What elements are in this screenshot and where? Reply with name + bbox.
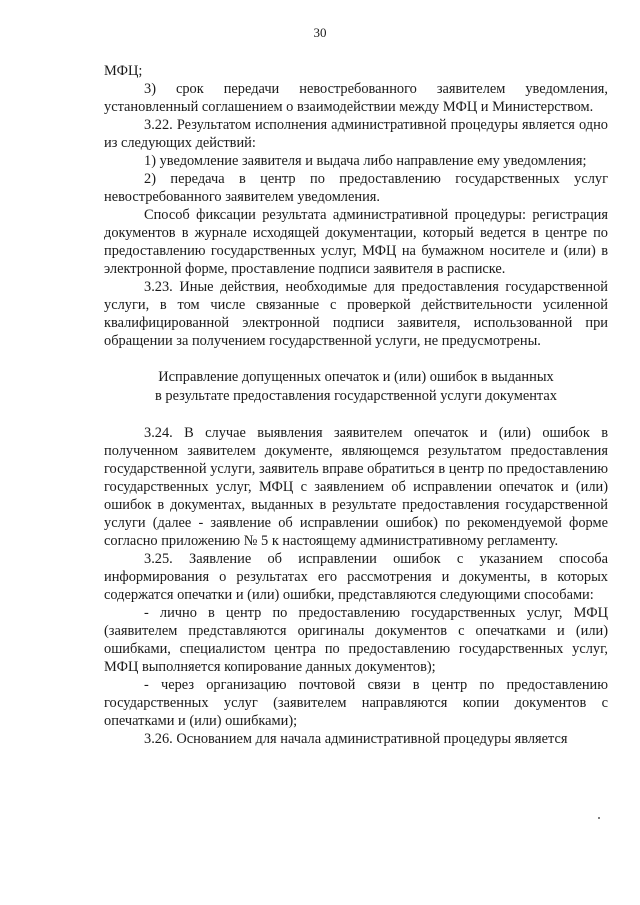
paragraph: 3) срок передачи невостребованного заявителем уведомления, установленный соглашением о взаимодействии между МФЦ и Министерством. [104,81,608,115]
paragraph: - через организацию почтовой связи в центр по предоставлению государственных услуг (заявителем направляются копии документов с опечатками и (или) ошибками); [104,677,608,729]
paragraph: 3.25. Заявление об исправлении ошибок с указанием способа информирования о результатах его рассмотрения и документы, в которых содержатся опечатки и (или) ошибки, представляются следующими способами: [104,551,608,603]
paragraph: 3.26. Основанием для начала административной процедуры является [144,731,568,747]
document-body [104,62,608,748]
paragraph: 1) уведомление заявителя и выдача либо направление ему уведомления; [144,153,587,169]
section-heading: Исправление допущенных опечаток и (или) ошибок в выданных [158,369,554,385]
section-heading: в результате предоставления государственной услуги документах [155,388,557,404]
scan-speck [598,817,600,819]
page-number: 30 [313,25,327,40]
paragraph: - лично в центр по предоставлению государственных услуг, МФЦ (заявителем представляются оригиналы документов с опечатками и (или) ошибками, специалистом центра по предоставлению государственных услуг, МФЦ выполняется копирование данных документов); [104,605,608,675]
spacer [104,406,608,424]
paragraph: МФЦ; [104,63,143,79]
spacer [104,350,608,368]
paragraph: 2) передача в центр по предоставлению государственных услуг невостребованного заявителем уведомления. [104,171,608,205]
paragraph: 3.23. Иные действия, необходимые для предоставления государственной услуги, в том числе связанные с проверкой действительности усиленной квалифицированной электронной подписи заявителя, использованной при обращении за получением государственной услуги, не предусмотрены. [104,279,608,349]
paragraph: 3.24. В случае выявления заявителем опечаток и (или) ошибок в полученном заявителем документе, являющемся результатом предоставления государственной услуги, заявитель вправе обратиться в центр по предоставлению государственных услуг, МФЦ с заявлением об исправлении опечаток и (или) ошибок в документах, выданных в результате предоставления государственной услуги (далее - заявление об исправлении ошибок) по рекомендуемой форме согласно приложению № 5 к настоящему административному регламенту. [104,425,608,549]
paragraph: Способ фиксации результата административной процедуры: регистрация документов в журнале исходящей документации, который ведется в центре по предоставлению государственных услуг, МФЦ на бумажном носителе и (или) в электронной форме, проставление подписи заявителя в расписке. [104,207,608,277]
paragraph: 3.22. Результатом исполнения административной процедуры является одно из следующих действий: [104,117,608,151]
